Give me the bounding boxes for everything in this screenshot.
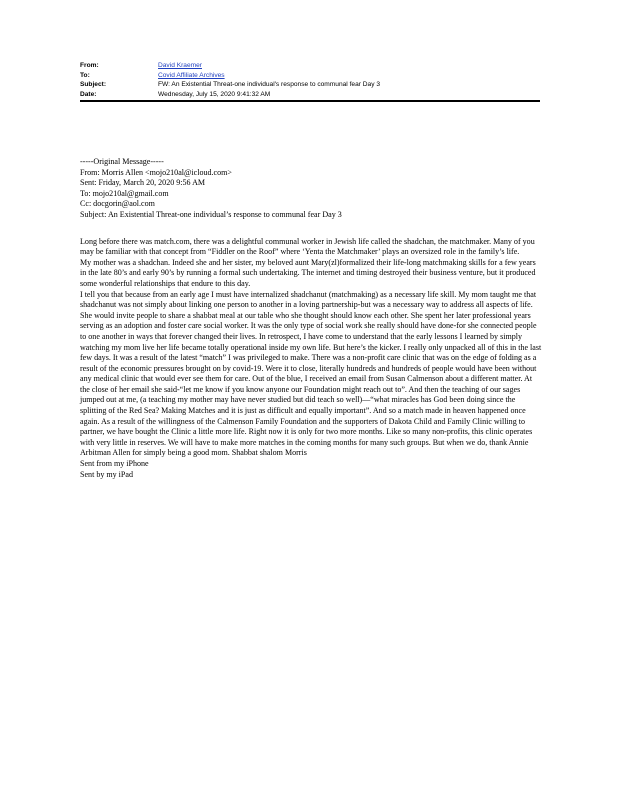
- to-link[interactable]: Covid Affiliate Archives: [158, 71, 225, 79]
- subject-row: [80, 80, 540, 90]
- letter-text: [80, 237, 542, 459]
- to-row: [80, 71, 540, 81]
- email-header: [80, 61, 540, 99]
- letter-paragraph-2: My mother was a shadchan. Indeed she and her sister, my beloved aunt Mary(zl)formalized their life-long matchmaking skills for a few years in the late 80’s and early 90’s by running a formal such undertaking. The internet and timing destroyed their business venture, but it produced some wonderful relationships that endure to this day.: [80, 257, 536, 288]
- from-row: [80, 61, 540, 71]
- from-label: From:: [80, 62, 99, 69]
- signature-ipad: Sent by my iPad: [80, 469, 133, 479]
- original-message-separator: -----Original Message-----: [80, 157, 164, 166]
- original-subject-line: Subject: An Existential Threat-one individual’s response to communal fear Day 3: [80, 209, 342, 219]
- original-message-block: [80, 157, 542, 221]
- letter-paragraph-3: I tell you that because from an early age I must have internalized shadchanut (matchmaking) as a necessary life skill. My mom taught me that shadchanut was not simply about linking one person to another in a loving partnership-but was a necessary way to address all aspects of life. She would invite people to share a shabbat meal at our table who she thought should know each other. She spent her later professional years serving as an adoption and foster care social worker. It was the only type of social work she really should have done-for she connected people to one another in ways that forever changed their lives. In retrospect, I have come to understand that the early lessons I learned by simply watching my mom live her life became totally operational inside my own life. But here’s the kicker. I really only unpacked all of this in the last few days. It was a result of the latest “match” I was privileged to make. There was a non-profit care clinic that was on the edge of folding as a result of the economic pressures brought on by covid-19. Were it to close, literally hundreds and hundreds of people would have been without any medical clinic that would ever see them for care. Out of the blue, I received an email from Susan Calmenson about a different matter. At the close of her email she said-“let me know if you know anyone our Foundation might reach out to”. And then the teaching of our sages jumped out at me, (a teaching my mother may have never studied but did teach so well)—“what miracles has God been doing since the splitting of the Red Sea? Making Matches and it is just as difficult and equally important”. And so a match made in heaven happened once again. As a result of the willingness of the Calmenson Family Foundation and the supporters of Dakota Child and Family Clinic willing to partner, we have bought the Clinic a little more life. Right now it is only for two more months. Like so many non-profits, this clinic operates with very little in reserves. We will have to make more matches in the coming months for many such groups. But when we do, thank Annie Arbitman Allen for simply being a good mom. Shabbat shalom Morris: [80, 289, 542, 458]
- original-cc-line: Cc: docgorin@aol.com: [80, 199, 155, 209]
- original-to-line: To: mojo210al@gmail.com: [80, 188, 169, 198]
- to-label: To:: [80, 71, 90, 79]
- subject-label: Subject:: [80, 81, 107, 88]
- email-body: [80, 157, 542, 480]
- date-row: [80, 90, 540, 100]
- letter-paragraph-1: Long before there was match.com, there was a delightful communal worker in Jewish life called the shadchan, the matchmaker. Many of you may be familiar with that concept from “Fiddler on the Roof” where ‘Yenta the Matchmaker’ plays an oversized role in the family’s life.: [80, 236, 535, 257]
- from-link[interactable]: David Kraemer: [158, 62, 202, 69]
- date-label: Date:: [80, 90, 97, 98]
- original-sent-line: Sent: Friday, March 20, 2020 9:56 AM: [80, 178, 206, 188]
- original-from-line: From: Morris Allen <mojo210al@icloud.com>: [80, 167, 232, 177]
- signature-iphone: Sent from my iPhone: [80, 459, 149, 469]
- header-divider: [80, 100, 540, 102]
- date-value: Wednesday, July 15, 2020 9:41:32 AM: [158, 90, 271, 98]
- subject-value: FW: An Existential Threat-one individual's response to communal fear Day 3: [158, 81, 381, 88]
